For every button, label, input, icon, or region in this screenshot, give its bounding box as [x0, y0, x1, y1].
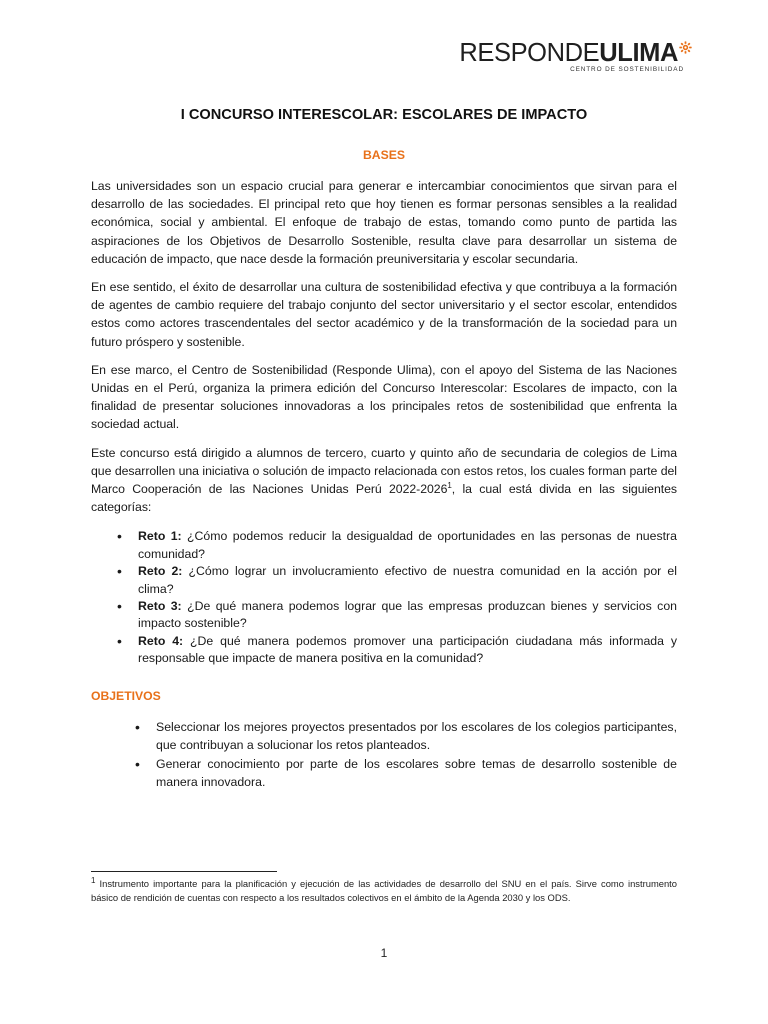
section-title-bases: BASES	[363, 148, 405, 162]
logo-word-responde: RESPONDE	[459, 39, 600, 67]
reto-text: ¿De qué manera podemos lograr que las empresas produzcan bienes y servicios con impacto sostenible?	[138, 599, 678, 631]
footnote-text: Instrumento importante para la planificación y ejecución de las actividades de desarrollo del SNU en el país. Sirve como instrumento básico de rendición de cuentas con respecto a los resultados colectivos en el ámbito de la Agenda 2030 y los ODS.	[91, 878, 677, 903]
paragraph-2: En ese sentido, el éxito de desarrollar una cultura de sostenibilidad efectiva y que contribuya a la formación de agentes de cambio requiere del trabajo conjunto del sector universitario y el sector escolar, entendidos estos como actores trascendentales del sector académico y de la transformación de la sociedad para un futuro próspero y sostenible.	[91, 280, 677, 349]
responde-ulima-logo	[459, 40, 692, 73]
paragraph-3: En ese marco, el Centro de Sostenibilidad (Responde Ulima), con el apoyo del Sistema de las Naciones Unidas en el Perú, organiza la primera edición del Concurso Interescolar: Escolares de impacto, con la finalidad de presentar soluciones innovadoras a los principales retos de sostenibilidad que enfrenta la sociedad actual.	[91, 362, 677, 432]
logo-subtitle: CENTRO DE SOSTENIBILIDAD	[570, 66, 684, 73]
footnote-marker: 1	[91, 875, 96, 885]
list-item-reto-1	[138, 528, 677, 563]
reto-text: ¿De qué manera podemos promover una participación ciudadana más informada y responsable que impacte de manera positiva en la comunidad?	[138, 633, 677, 666]
reto-text: ¿Cómo lograr un involucramiento efectivo de nuestra comunidad en la acción por el clima?	[138, 564, 677, 596]
document-title: I CONCURSO INTERESCOLAR: ESCOLARES DE IMPACTO	[180, 107, 588, 123]
sun-gear-icon	[679, 41, 692, 54]
document-body	[91, 105, 677, 793]
footnote-divider	[91, 871, 277, 872]
list-item-reto-2	[138, 563, 677, 598]
reto-label: Reto 2:	[138, 564, 183, 579]
reto-label: Reto 3:	[138, 599, 182, 614]
paragraph-4-text: Este concurso está dirigido a alumnos de tercero, cuarto y quinto año de secundaria de colegios de Lima que desarrollen una iniciativa o solución de impacto relacionada con estos retos, los cuales forman parte del Marco Cooperación de las Naciones Unidas Perú 2022-2026	[91, 445, 677, 497]
list-item-objetivo-2: • Generar conocimiento por parte de los escolares sobre temas de desarrollo sostenible de manera innovadora.	[156, 755, 677, 791]
list-item-reto-4	[138, 633, 677, 668]
paragraph-4-tail: , la cual está divida en las siguientes categorías:	[91, 482, 677, 515]
page-number: 1	[380, 946, 388, 960]
section-title-objetivos: OBJETIVOS	[91, 688, 161, 703]
reto-text: ¿Cómo podemos reducir la desigualdad de oportunidades en las personas de nuestra comunidad?	[138, 529, 677, 561]
list-item-objetivo-1: • Seleccionar los mejores proyectos presentados por los escolares de los colegios participantes, que contribuyan a solucionar los retos planteados.	[156, 718, 677, 754]
paragraph-1: Las universidades son un espacio crucial para generar e intercambiar conocimientos que sirvan para el desarrollo de las sociedades. El principal reto que hoy tienen es formar personas sensibles a la realidad económica, social y ambiental. El enfoque de trabajo de estas, tomando como punto de partida las aspiraciones de los Objetivos de Desarrollo Sostenible, resulta clave para desarrollar un sistema de educación de impacto, que nace desde la formación preuniversitaria y escolar secundaria.	[91, 179, 677, 266]
retos-list	[91, 528, 677, 667]
paragraph-4	[91, 444, 677, 517]
objetivos-list	[91, 718, 677, 792]
reto-label: Reto 1:	[138, 529, 182, 544]
footnote	[91, 877, 677, 905]
logo-word-ulima: ULIMA	[599, 39, 678, 67]
footnote-reference[interactable]: 1	[447, 480, 452, 490]
reto-label: Reto 4:	[138, 633, 184, 648]
list-item-reto-3	[138, 598, 677, 633]
